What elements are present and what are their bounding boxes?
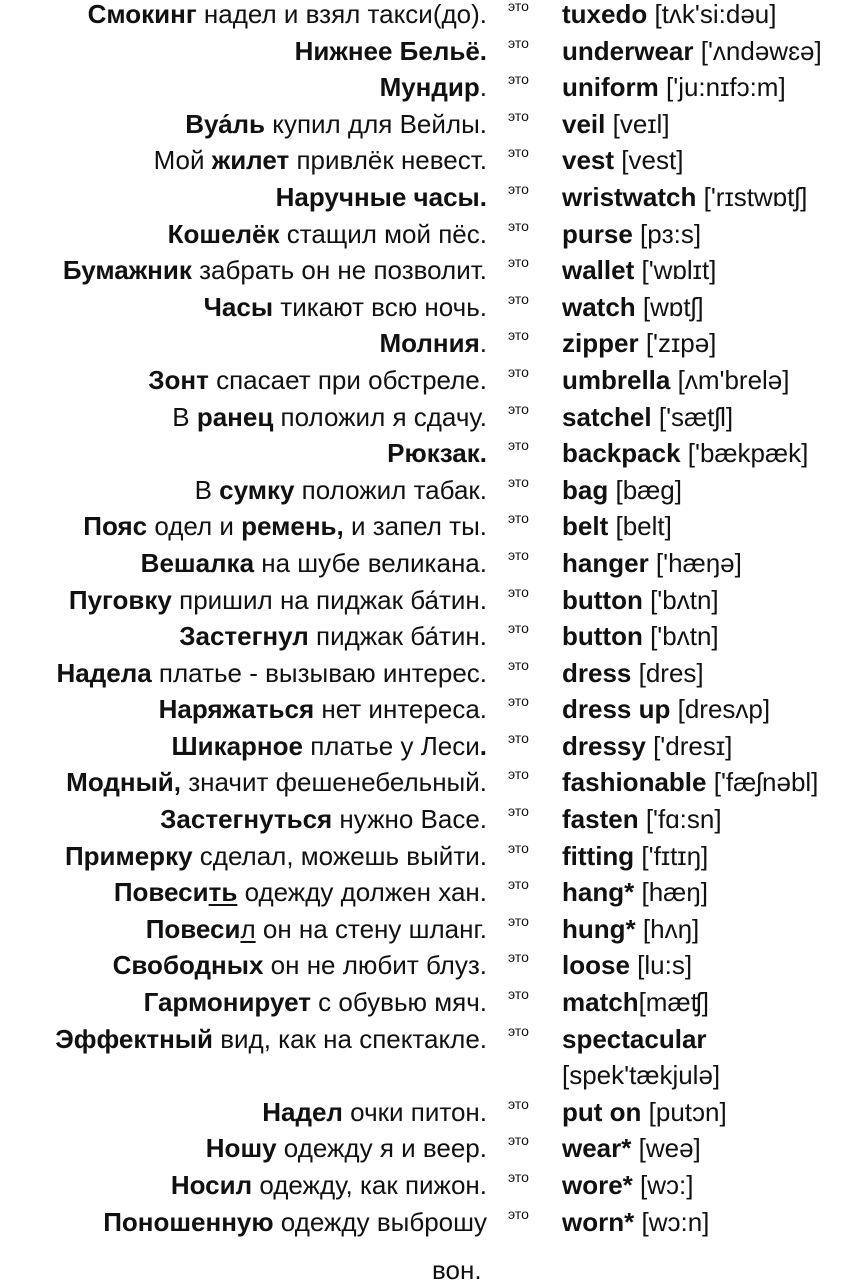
phrase-text: привлёк невест. (289, 145, 487, 176)
english-entry (562, 618, 719, 655)
english-word: match (562, 987, 639, 1018)
english-entry (562, 911, 699, 948)
connector-label: это (508, 363, 529, 380)
russian-mnemonic-phrase (0, 142, 487, 179)
keyword-bold: Вуа́ль (185, 108, 266, 139)
english-word: wallet (562, 255, 635, 286)
english-entry (562, 801, 722, 838)
keyword-bold: Застегнуться (160, 804, 333, 835)
connector-label: это (508, 693, 529, 710)
connector-label: это (508, 583, 529, 600)
connector-label: это (508, 290, 529, 307)
keyword-bold: Кошелёк (167, 218, 280, 249)
vocab-row (0, 0, 851, 33)
russian-mnemonic-phrase (0, 69, 487, 106)
english-entry (562, 1167, 694, 1204)
phrase-text: одежду я и веер. (276, 1133, 487, 1164)
english-word: hang* (562, 877, 635, 908)
english-entry (562, 545, 742, 582)
keyword-bold: Бумажник (62, 255, 192, 286)
connector-label: это (508, 546, 529, 563)
phrase-text: на шубе великана. (254, 547, 487, 578)
english-entry (562, 472, 682, 509)
vocab-row (0, 801, 851, 838)
keyword-bold: Наручные часы. (275, 181, 487, 212)
english-word: fasten (562, 804, 639, 835)
transcription: [dres] (638, 657, 704, 688)
transcription: [putɔn] (648, 1096, 727, 1127)
transcription: [hʌŋ] (642, 913, 700, 944)
vocab-row (0, 655, 851, 692)
keyword-bold: Вешалка (140, 547, 255, 578)
vocab-row (0, 1094, 851, 1131)
transcription: ['fɪtɪŋ] (641, 840, 709, 871)
english-word: zipper (562, 328, 639, 359)
english-entry (562, 325, 716, 362)
english-word: watch (562, 291, 636, 322)
keyword-bold: Носил (170, 1170, 253, 1200)
transcription: [pɜ:s] (640, 218, 702, 249)
english-entry (562, 582, 719, 619)
keyword-bold: Модный, (66, 767, 181, 798)
connector-label: это (508, 34, 529, 51)
transcription: [wɒtʃ] (642, 291, 704, 322)
connector-label: это (508, 839, 529, 856)
keyword-bold: Смокинг (87, 0, 197, 29)
connector-label: это (508, 107, 529, 124)
transcription: [weə] (638, 1133, 701, 1164)
russian-mnemonic-phrase (0, 33, 487, 70)
english-word: wristwatch (562, 181, 697, 212)
english-word: tuxedo (562, 0, 648, 29)
english-entry (562, 435, 808, 472)
keyword-bold: Примерку (64, 840, 193, 871)
keyword-bold: Повеси (113, 877, 209, 908)
phrase-text: нет интереса. (314, 694, 487, 725)
russian-mnemonic-phrase (0, 728, 487, 765)
keyword-bold: Ношу (205, 1133, 277, 1164)
keyword-bold: Шикарное (171, 730, 303, 761)
transcription: [spek'tækjulə] (562, 1060, 721, 1091)
transcription: [dresʌp] (677, 694, 771, 725)
russian-mnemonic-phrase (0, 472, 487, 509)
vocab-row (0, 1021, 851, 1094)
phrase-text: стащил мой пёс. (279, 218, 487, 249)
english-word: satchel (562, 401, 652, 432)
phrase-text: положил я сдачу. (273, 401, 487, 432)
transcription: ['fɑ:sn] (645, 804, 722, 835)
english-word: backpack (562, 438, 681, 469)
vocab-row (0, 691, 851, 728)
connector-label: это (508, 803, 529, 820)
phrase-text: значит фешенебельный. (181, 767, 487, 798)
keyword-bold: Свободных (112, 950, 264, 981)
russian-mnemonic-phrase (0, 1167, 487, 1204)
russian-mnemonic-phrase (0, 216, 487, 253)
vocab-row (0, 179, 851, 216)
transcription: [veɪl] (612, 108, 670, 139)
connector-label: это (508, 254, 529, 271)
russian-mnemonic-phrase (0, 655, 487, 692)
keyword-bold: Часы (203, 291, 274, 322)
connector-label: это (508, 729, 529, 746)
vocab-row (0, 289, 851, 326)
transcription: ['fæʃnəbl] (713, 767, 819, 798)
russian-mnemonic-phrase (0, 838, 487, 875)
phrase-text: одежду должен хан. (237, 877, 487, 908)
transcription: [wɔ:n] (641, 1206, 710, 1237)
russian-mnemonic-phrase (0, 764, 487, 801)
keyword-bold: . (479, 730, 487, 761)
phrase-text: с обувью мяч. (310, 987, 487, 1018)
connector-label: это (508, 620, 529, 637)
english-entry (562, 69, 786, 106)
english-word: purse (562, 218, 633, 249)
keyword-bold: Надела (56, 657, 152, 688)
transcription: ['wɒlɪt] (641, 255, 717, 286)
russian-mnemonic-phrase (0, 179, 487, 216)
keyword-bold: Гармонирует (143, 987, 311, 1018)
transcription: ['ju:nɪfɔ:m] (666, 72, 786, 103)
phrase-text: надел и взял такси(до). (196, 0, 487, 29)
english-entry (562, 216, 701, 253)
transcription: ['dresɪ] (653, 730, 733, 761)
russian-mnemonic-phrase (0, 399, 487, 436)
transcription: ['bʌtn] (650, 621, 719, 652)
english-word: button (562, 584, 643, 615)
connector-label: это (508, 1169, 529, 1185)
transcription: [hæŋ] (641, 877, 708, 908)
vocab-row (0, 33, 851, 70)
transcription: [wɔ:] (640, 1170, 694, 1200)
keyword-bold: ть (208, 877, 238, 908)
keyword-bold: Пуговку (68, 584, 172, 615)
phrase-text: он на стену шланг. (255, 913, 487, 944)
english-word: wear* (562, 1133, 632, 1164)
connector-label: это (508, 949, 529, 966)
connector-label: это (508, 912, 529, 929)
english-word: spectacular (562, 1023, 707, 1054)
transcription: [bæɡ] (615, 474, 682, 505)
english-word: button (562, 621, 643, 652)
english-entry (562, 252, 716, 289)
phrase-text: платье - вызываю интерес. (151, 657, 487, 688)
english-entry (562, 179, 807, 216)
connector-label: это (508, 473, 529, 490)
english-entry (562, 947, 692, 984)
keyword-bold: Застегнул (179, 621, 309, 652)
transcription: ['ʌndəwɛə] (700, 35, 822, 66)
vocab-row (0, 252, 851, 289)
transcription: [mæʧ] (638, 987, 709, 1018)
phrase-text: одежду выброшу (273, 1206, 487, 1237)
english-entry (562, 1094, 727, 1131)
connector-label: это (508, 510, 529, 527)
vocab-row (0, 216, 851, 253)
russian-mnemonic-phrase (0, 1021, 487, 1058)
russian-mnemonic-phrase (0, 106, 487, 143)
connector-label: это (508, 71, 529, 88)
phrase-text: . (479, 72, 487, 103)
phrase-text: В (194, 474, 220, 505)
english-word: dress up (562, 694, 671, 725)
russian-mnemonic-phrase (0, 691, 487, 728)
vocab-row (0, 582, 851, 619)
connector-label: это (508, 217, 529, 234)
keyword-bold: Повеси (145, 913, 241, 944)
vocab-row (0, 728, 851, 765)
vocab-row (0, 545, 851, 582)
phrase-text: л (240, 913, 256, 944)
transcription: ['zɪpə] (645, 328, 717, 359)
english-word: hanger (562, 547, 649, 578)
vocab-row (0, 1204, 851, 1241)
keyword-bold: сумку (219, 474, 295, 505)
keyword-bold: Эффектный (55, 1023, 213, 1054)
english-entry (562, 1130, 701, 1167)
vocab-row (0, 472, 851, 509)
english-word: dress (562, 657, 632, 688)
wrapped-line-end: вон. (432, 1255, 482, 1285)
connector-label: это (508, 400, 529, 417)
transcription: ['sætʃl] (658, 401, 734, 432)
english-entry (562, 984, 709, 1021)
connector-label: это (508, 1022, 529, 1039)
russian-mnemonic-phrase (0, 1204, 487, 1241)
russian-mnemonic-phrase (0, 874, 487, 911)
russian-mnemonic-phrase (0, 362, 487, 399)
english-word: put on (562, 1096, 642, 1127)
keyword-bold: Мундир (379, 72, 480, 103)
russian-mnemonic-phrase (0, 1094, 487, 1131)
phrase-text: тикают всю ночь. (273, 291, 487, 322)
transcription: [lu:s] (637, 950, 693, 981)
transcription: [vest] (621, 145, 684, 176)
vocab-row (0, 362, 851, 399)
russian-mnemonic-phrase (0, 947, 487, 984)
vocab-row (0, 325, 851, 362)
russian-mnemonic-phrase (0, 618, 487, 655)
phrase-text: пиджак ба́тин. (308, 621, 487, 652)
connector-label: это (508, 0, 529, 14)
russian-mnemonic-phrase (0, 508, 487, 545)
phrase-text: купил для Вейлы. (265, 108, 487, 139)
phrase-text: платье у Леси (302, 730, 480, 761)
transcription: [belt] (615, 511, 672, 542)
english-entry (562, 874, 708, 911)
russian-mnemonic-phrase (0, 911, 487, 948)
russian-mnemonic-phrase (0, 252, 487, 289)
phrase-text: . (479, 328, 487, 359)
transcription: ['rɪstwɒtʃ] (703, 181, 808, 212)
phrase-text: сделал, можешь выйти. (192, 840, 487, 871)
phrase-text: положил табак. (294, 474, 487, 505)
russian-mnemonic-phrase (0, 0, 487, 33)
vocab-row (0, 142, 851, 179)
english-entry (562, 691, 770, 728)
english-entry (562, 838, 708, 875)
vocab-row (0, 911, 851, 948)
english-entry (562, 289, 704, 326)
english-word: dressy (562, 730, 646, 761)
connector-label: это (508, 1205, 529, 1222)
phrase-text: пришил на пиджак ба́тин. (171, 584, 487, 615)
vocab-row (0, 947, 851, 984)
transcription: [ʌm'brelə] (677, 364, 790, 395)
vocab-row (0, 838, 851, 875)
phrase-text: он не любит блуз. (263, 950, 487, 981)
phrase-text: одежду, как пижон. (252, 1170, 487, 1200)
transcription: ['bækpæk] (687, 438, 809, 469)
english-entry (562, 764, 818, 801)
vocab-row (0, 618, 851, 655)
phrase-text: нужно Васе. (332, 804, 487, 835)
english-word: underwear (562, 35, 694, 66)
vocab-row (0, 508, 851, 545)
english-entry (562, 142, 683, 179)
vocab-row (0, 984, 851, 1021)
english-word: wore* (562, 1170, 633, 1200)
vocab-row (0, 69, 851, 106)
russian-mnemonic-phrase (0, 582, 487, 619)
english-entry (562, 362, 790, 399)
russian-mnemonic-phrase (0, 984, 487, 1021)
keyword-bold: Рюкзак. (387, 438, 487, 469)
connector-label: это (508, 766, 529, 783)
keyword-bold: ремень, (241, 511, 344, 542)
vocab-row (0, 435, 851, 472)
connector-label: это (508, 144, 529, 161)
keyword-bold: Наряжаться (158, 694, 315, 725)
russian-mnemonic-phrase (0, 801, 487, 838)
english-word: worn* (562, 1206, 635, 1237)
connector-label: это (508, 180, 529, 197)
connector-label: это (508, 1132, 529, 1149)
transcription: [tʌk'si:dəu] (654, 0, 777, 29)
phrase-text: и запел ты. (343, 511, 487, 542)
english-word: vest (562, 145, 615, 176)
keyword-bold: Поношенную (103, 1206, 274, 1237)
english-entry (562, 106, 670, 143)
english-word: belt (562, 511, 609, 542)
connector-label: это (508, 327, 529, 344)
connector-label: это (508, 1095, 529, 1112)
russian-mnemonic-phrase (0, 435, 487, 472)
phrase-text: спасает при обстреле. (208, 364, 487, 395)
connector-label: это (508, 986, 529, 1003)
english-word: fashionable (562, 767, 707, 798)
english-entry (562, 399, 733, 436)
vocab-row (0, 764, 851, 801)
phrase-text: вид, как на спектакле. (212, 1023, 487, 1054)
english-entry (562, 1021, 720, 1094)
english-word: fitting (562, 840, 635, 871)
phrase-text: одел и (147, 511, 242, 542)
connector-label: это (508, 876, 529, 893)
keyword-bold: жилет (211, 145, 290, 176)
russian-mnemonic-phrase (0, 289, 487, 326)
keyword-bold: Молния (379, 328, 480, 359)
english-entry (562, 508, 672, 545)
english-word: umbrella (562, 364, 671, 395)
english-entry (562, 655, 704, 692)
english-entry (562, 33, 822, 70)
russian-mnemonic-phrase (0, 1130, 487, 1167)
english-entry (562, 1204, 709, 1241)
keyword-bold: Надел (262, 1096, 343, 1127)
english-word: veil (562, 108, 606, 139)
transcription: ['hæŋə] (655, 547, 742, 578)
transcription: ['bʌtn] (650, 584, 719, 615)
english-word: bag (562, 474, 609, 505)
keyword-bold: Пояс (83, 511, 148, 542)
english-entry (562, 0, 776, 33)
keyword-bold: Зонт (148, 364, 209, 395)
vocab-row (0, 1167, 851, 1204)
vocab-row (0, 874, 851, 911)
english-entry (562, 728, 732, 765)
keyword-bold: Нижнее Бельё. (294, 35, 487, 66)
vocab-row (0, 106, 851, 143)
english-word: uniform (562, 72, 659, 103)
keyword-bold: ранец (196, 401, 274, 432)
connector-label: это (508, 437, 529, 454)
phrase-text: очки питон. (342, 1096, 487, 1127)
english-word: loose (562, 950, 630, 981)
phrase-text: Мой (153, 145, 212, 176)
russian-mnemonic-phrase (0, 545, 487, 582)
phrase-text: В (172, 401, 197, 432)
connector-label: это (508, 656, 529, 673)
english-word: hung* (562, 913, 636, 944)
phrase-text: забрать он не позволит. (191, 255, 487, 286)
russian-mnemonic-phrase (0, 325, 487, 362)
vocab-row (0, 399, 851, 436)
vocab-row (0, 1130, 851, 1167)
